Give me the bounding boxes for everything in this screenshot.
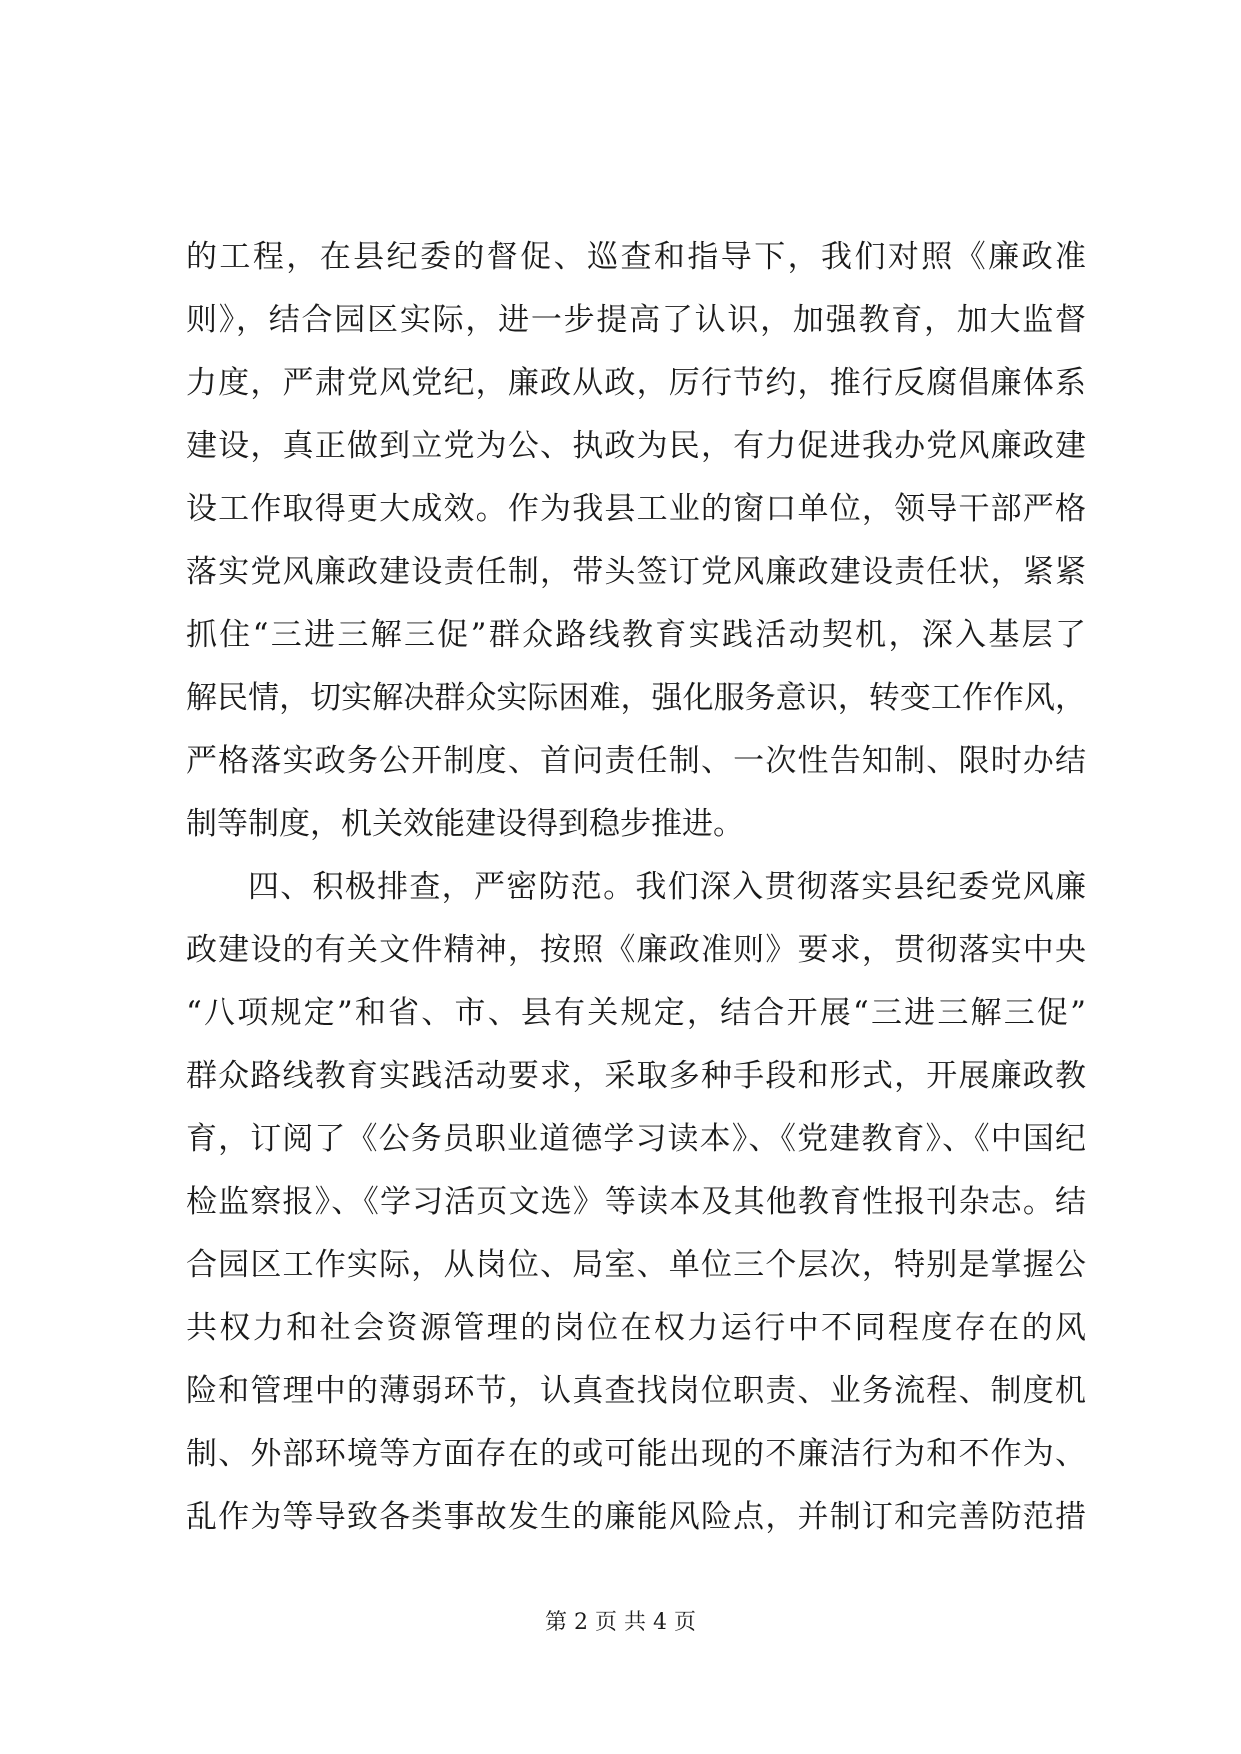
text-line: 严格落实政务公开制度、首问责任制、一次性告知制、限时办结 [186,743,1086,779]
text-line: 共权力和社会资源管理的岗位在权力运行中不同程度存在的风 [186,1310,1086,1346]
text-line: 乱作为等导致各类事故发生的廉能风险点，并制订和完善防范措 [186,1499,1086,1535]
text-line: 育，订阅了《公务员职业道德学习读本》、《党建教育》、《中国纪 [186,1121,1086,1157]
text-line: 力度，严肃党风党纪，廉政从政，厉行节约，推行反腐倡廉体系 [186,365,1086,401]
text-line: 解民情，切实解决群众实际困难，强化服务意识，转变工作作风， [186,680,1086,716]
text-line: 则》，结合园区实际，进一步提高了认识，加强教育，加大监督 [186,302,1086,338]
text-line: 的工程，在县纪委的督促、巡查和指导下，我们对照《廉政准 [186,239,1086,275]
text-line: 检监察报》、《学习活页文选》等读本及其他教育性报刊杂志。结 [186,1184,1086,1220]
text-line: 合园区工作实际，从岗位、局室、单位三个层次，特别是掌握公 [186,1247,1086,1283]
text-line: 群众路线教育实践活动要求，采取多种手段和形式，开展廉政教 [186,1058,1086,1094]
text-line: 建设，真正做到立党为公、执政为民，有力促进我办党风廉政建 [186,428,1086,464]
text-line: 制、外部环境等方面存在的或可能出现的不廉洁行为和不作为、 [186,1436,1086,1472]
document-body [186,226,1086,1549]
text-line: 落实党风廉政建设责任制，带头签订党风廉政建设责任状，紧紧 [186,554,1086,590]
text-line: 抓住“三进三解三促”群众路线教育实践活动契机，深入基层了 [186,617,1086,653]
text-line: 险和管理中的薄弱环节，认真查找岗位职责、业务流程、制度机 [186,1373,1086,1409]
page-number-footer: 第 2 页 共 4 页 [545,1610,696,1635]
text-line: “八项规定”和省、市、县有关规定，结合开展“三进三解三促” [186,995,1086,1031]
text-line: 设工作取得更大成效。作为我县工业的窗口单位，领导干部严格 [186,491,1086,527]
text-line: 政建设的有关文件精神，按照《廉政准则》要求，贯彻落实中央 [186,932,1086,968]
section-heading-line: 四、积极排查，严密防范。我们深入贯彻落实县纪委党风廉 [248,869,1086,905]
text-line: 制等制度，机关效能建设得到稳步推进。 [186,806,744,842]
